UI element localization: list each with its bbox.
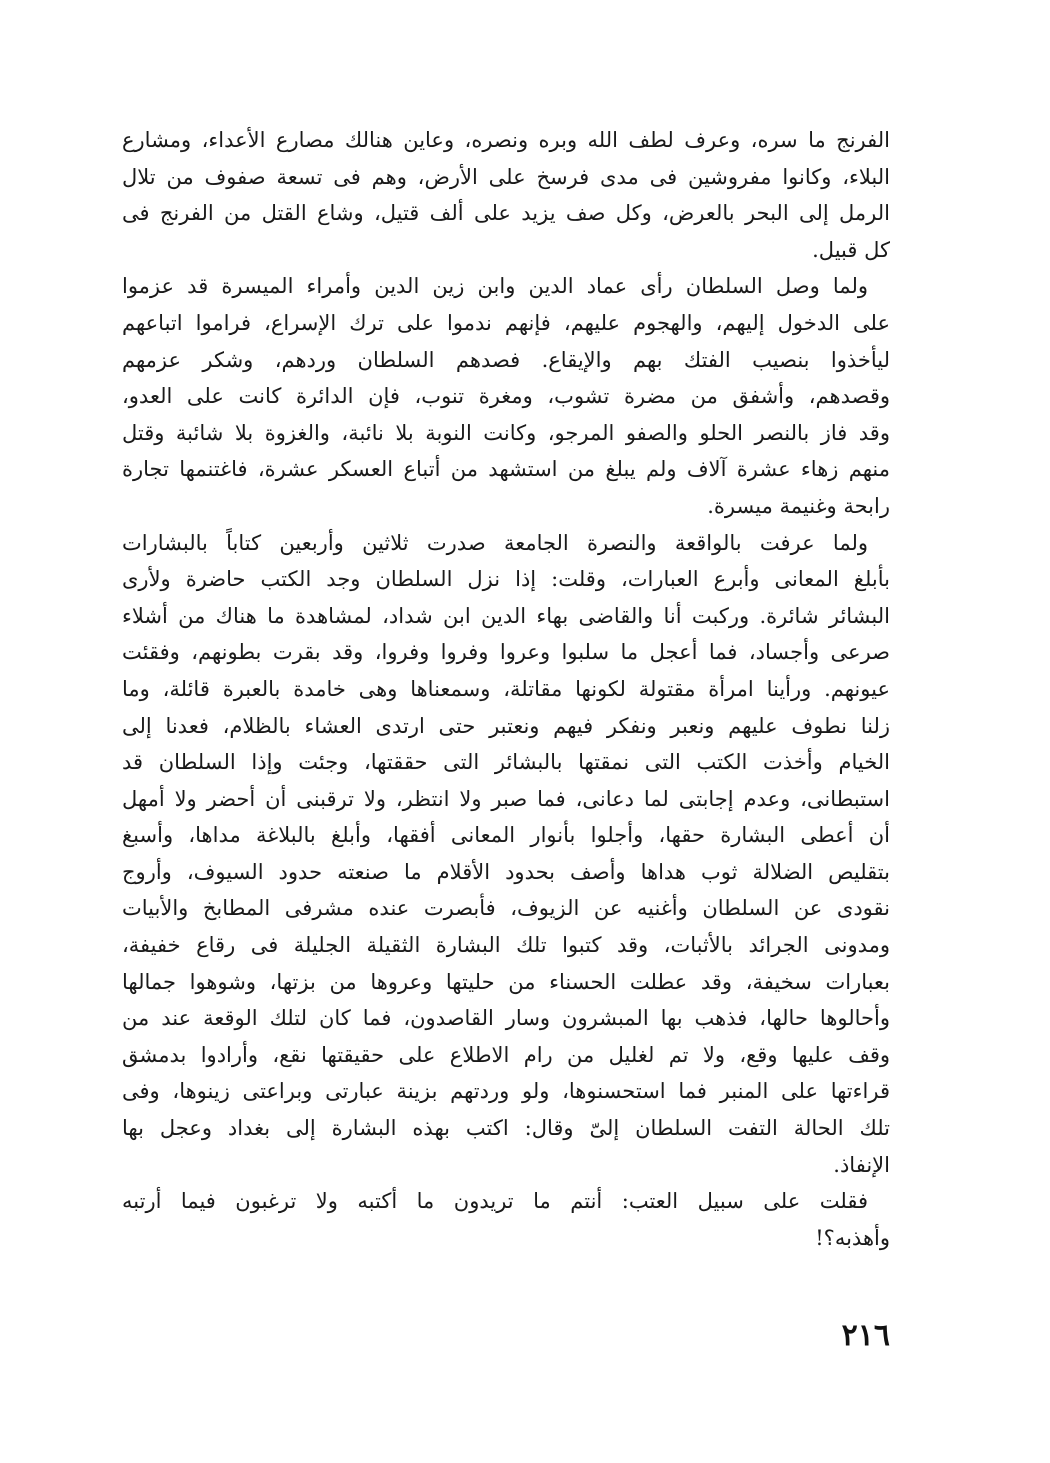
text-line: منهم زهاء عشرة آلاف ولم يبلغ من استشهد من أتباع العسكر عشرة، فاغتنمها تجارة bbox=[122, 457, 890, 482]
paragraph-1 bbox=[122, 122, 890, 268]
text-line: البشائر شائرة. وركبت أنا والقاضى بهاء الدين ابن شداد، لمشاهدة ما هناك من أشلاء bbox=[122, 603, 890, 628]
text-line: الرمل إلى البحر بالعرض، وكل صف يزيد على ألف قتيل، وشاع القتل من الفرنج فى bbox=[122, 201, 890, 226]
text-line: وأحالوها حالها، فذهب بها المبشرون وسار القاصدون، فما كان لتلك الوقعة عند من bbox=[122, 1006, 890, 1031]
text-line: تلك الحالة التفت السلطان إلىّ وقال: اكتب بهذه البشارة إلى بغداد وعجل بها bbox=[122, 1116, 890, 1141]
text-line: على الدخول إليهم، والهجوم عليهم، فإنهم ندموا على ترك الإسراع، فراموا اتباعهم bbox=[122, 310, 890, 335]
body-text bbox=[122, 122, 890, 1256]
text-line: نقودى عن السلطان وأغنيه عن الزيوف، فأبصرت عنده مشرفى المطابخ والأبيات bbox=[122, 896, 890, 921]
paragraph-4 bbox=[122, 1183, 890, 1256]
text-line: وأهذبه؟! bbox=[815, 1225, 890, 1250]
text-line: وقد فاز بالنصر الحلو والصفو المرجو، وكانت النوبة بلا نائبة، والغزوة بلا شائبة وقتل bbox=[122, 420, 890, 445]
text-line: فقلت على سبيل العتب: أنتم ما تريدون ما أكتبه ولا ترغبون فيما أرتبه bbox=[122, 1189, 868, 1214]
text-line: كل قبيل. bbox=[812, 237, 890, 262]
paragraph-3 bbox=[122, 525, 890, 1184]
text-line: بعبارات سخيفة، وقد عطلت الحسناء من حليتها وعروها من بزتها، وشوهوا جمالها bbox=[122, 969, 890, 994]
text-line: قراءتها على المنبر فما استحسنوها، ولو وردتهم بزينة عبارتى وبراعتى زينوها، وفى bbox=[122, 1079, 890, 1104]
text-line: الخيام وأخذت الكتب التى نمقتها بالبشائر التى حققتها، وجئت وإذا السلطان قد bbox=[122, 750, 890, 775]
paragraph-2 bbox=[122, 268, 890, 524]
text-line: استبطانى، وعدم إجابتى لما دعانى، فما صبر ولا انتظر، ولا ترقبنى أن أحضر ولا أمهل bbox=[122, 786, 890, 811]
page-number: ٢١٦ bbox=[841, 1318, 890, 1353]
text-line: ليأخذوا بنصيب الفتك بهم والإيقاع. فصدهم السلطان وردهم، وشكر عزمهم bbox=[122, 347, 890, 372]
text-line: ولما عرفت بالواقعة والنصرة الجامعة صدرت ثلاثين وأربعين كتاباً بالبشارات bbox=[122, 530, 868, 555]
text-line: وقف عليها وقع، ولا تم لغليل من رام الاطلاع على حقيقتها نقع، وأرادوا بدمشق bbox=[122, 1042, 890, 1067]
text-line: بتقليص الضلالة ثوب هداها وأصف بحدود الأقلام ما صنعته حدود السيوف، وأروج bbox=[122, 859, 890, 884]
text-line: رابحة وغنيمة ميسرة. bbox=[707, 493, 890, 518]
text-line: الفرنج ما سره، وعرف لطف الله وبره ونصره، وعاين هنالك مصارع الأعداء، ومشارع bbox=[122, 128, 890, 152]
text-line: البلاء، وكانوا مفروشين فى مدى فرسخ على الأرض، وهم فى تسعة صفوف من تلال bbox=[122, 164, 890, 189]
text-line: زلنا نطوف عليهم ونعبر ونفكر فيهم ونعتبر حتى ارتدى العشاء بالظلام، فعدنا إلى bbox=[122, 713, 890, 738]
text-line: ولما وصل السلطان رأى عماد الدين وابن زين الدين وأمراء الميسرة قد عزموا bbox=[122, 274, 868, 299]
text-line: وقصدهم، وأشفق من مضرة تشوب، ومغرة تنوب، فإن الدائرة كانت على العدو، bbox=[122, 384, 890, 409]
text-line: أن أعطى البشارة حقها، وأجلوا بأنوار المعانى أفقها، وأبلغ بالبلاغة مداها، وأسبغ bbox=[122, 823, 890, 848]
text-line: صرعى وأجساد، فما أعجل ما سلبوا وعروا وفروا وفروا، وقد بقرت بطونهم، وفقئت bbox=[122, 640, 890, 665]
text-line: الإنفاذ. bbox=[833, 1152, 890, 1177]
text-line: بأبلغ المعانى وأبرع العبارات، وقلت: إذا نزل السلطان وجد الكتب حاضرة ولأرى bbox=[122, 567, 890, 592]
text-line: ومدونى الجرائد بالأثبات، وقد كتبوا تلك البشارة الثقيلة الجليلة فى رقاع خفيفة، bbox=[122, 933, 890, 958]
text-line: عيونهم. ورأينا امرأة مقتولة لكونها مقاتلة، وسمعناها وهى خامدة بالعبرة قائلة، وما bbox=[122, 676, 890, 701]
